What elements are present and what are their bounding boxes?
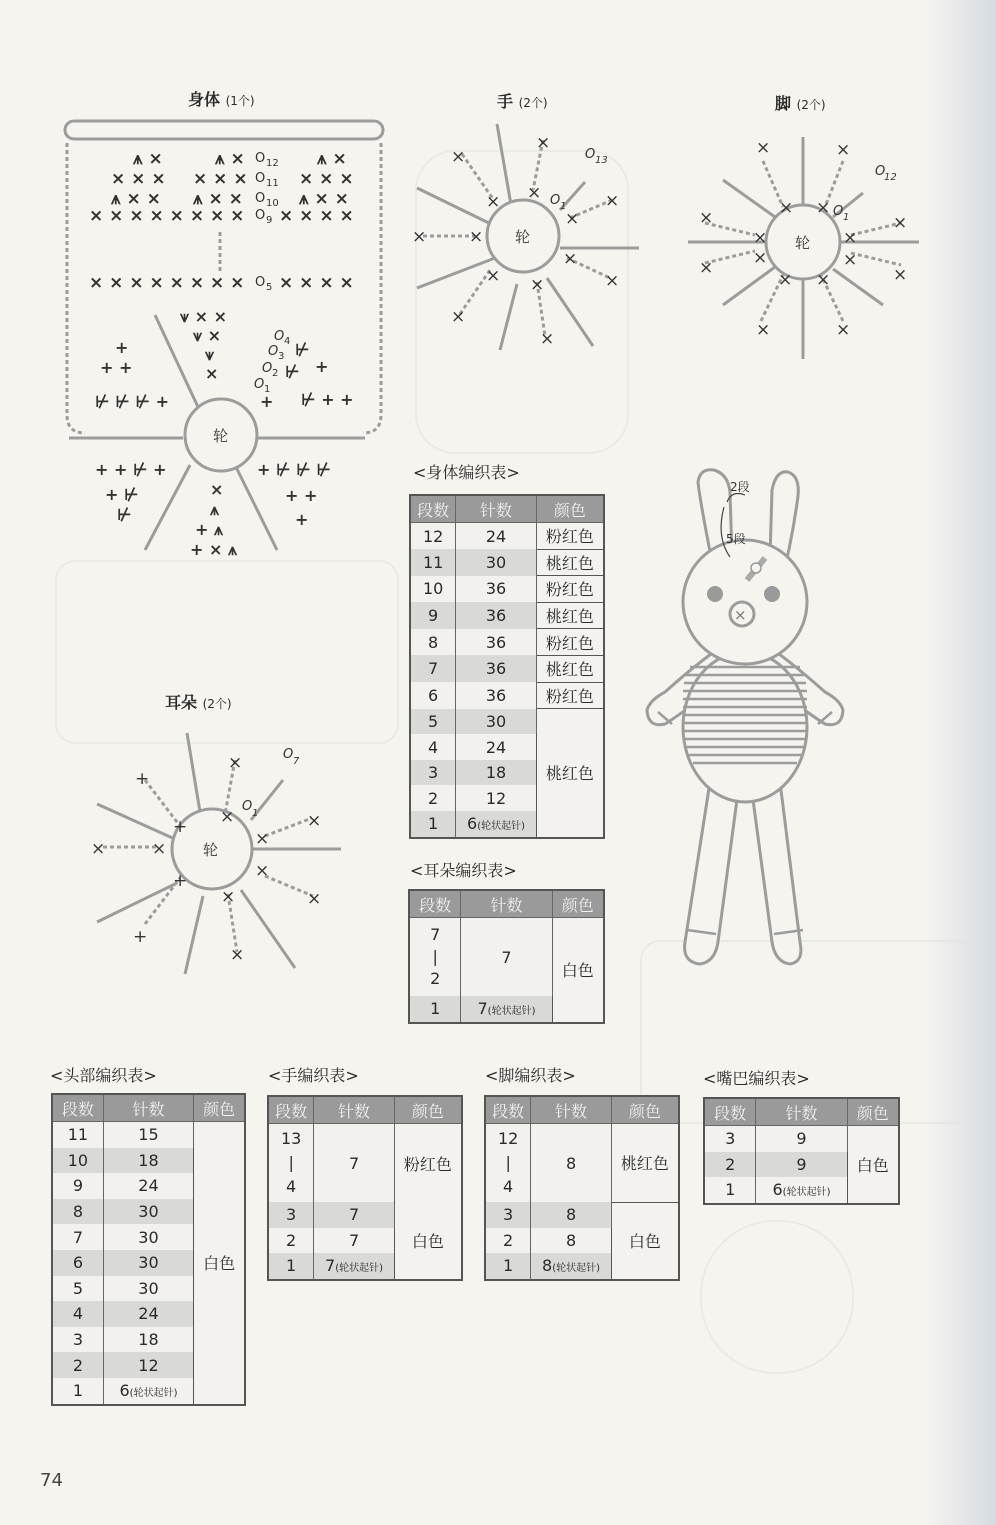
mouth-knit-table: 段数 针数 颜色 3 9 白色 2 9 1 6(轮状起针) (703, 1097, 900, 1205)
svg-text:×: × (486, 266, 501, 286)
svg-text:×: × (605, 271, 620, 291)
svg-text:+: + (115, 338, 129, 357)
svg-text:+: + (135, 769, 150, 789)
svg-text:× × ×: × × × (111, 169, 166, 189)
count-text: (2个) (518, 96, 548, 110)
svg-text:×: × (843, 250, 858, 270)
head-knit-table: 段数 针数 颜色 11 15 白色 10 18 9 24 8 30 7 30 6 30 5 30 4 24 3 18 2 12 1 6(轮状起针) (51, 1093, 246, 1406)
svg-text:10: 10 (266, 198, 279, 209)
svg-text:⊬: ⊬ (295, 340, 310, 359)
svg-text:×: × (527, 183, 542, 203)
svg-text:+ ⩚: + ⩚ (195, 520, 224, 539)
svg-text:O: O (255, 275, 266, 290)
svg-text:×: × (412, 227, 427, 247)
hand-crochet-chart (405, 118, 665, 358)
svg-text:⩛: ⩛ (205, 345, 215, 364)
show-through-shape (55, 560, 399, 744)
title-text: 耳朵 (165, 693, 198, 712)
svg-text:+ + ⊬ +: + + ⊬ + (95, 460, 167, 479)
svg-text:O: O (255, 151, 266, 166)
svg-text:⩚ × ×: ⩚ × × (193, 189, 243, 209)
svg-text:×: × (756, 320, 771, 340)
svg-text:⩚ ×: ⩚ × (133, 149, 163, 169)
svg-text:+ × ⩚: + × ⩚ (190, 540, 237, 559)
svg-text:× × × ×: × × × × (279, 206, 354, 226)
svg-text:13: 13 (595, 155, 608, 166)
svg-text:O: O (585, 147, 596, 162)
table-row: 9 24 (52, 1173, 245, 1199)
hand-knit-table: 段数 针数 颜色 13 | 4 7 粉红色 3 7 白色 2 7 1 7(轮状起针) (267, 1095, 463, 1281)
svg-text:×: × (893, 265, 908, 285)
svg-text:×: × (843, 228, 858, 248)
svg-text:⊬: ⊬ (285, 362, 300, 381)
title-text: 手 (497, 92, 514, 111)
svg-text:×: × (451, 147, 466, 167)
svg-text:×: × (451, 307, 466, 327)
svg-text:+: + (295, 510, 309, 529)
ring-label: 轮 (515, 228, 531, 246)
svg-text:+: + (133, 927, 148, 947)
table-row: 4 24 (52, 1301, 245, 1327)
bunny-row-label-bottom: 5段 (726, 532, 746, 546)
table-row: 9 36 桃红色 (410, 602, 604, 629)
svg-text:⩚ × ×: ⩚ × × (111, 189, 161, 209)
svg-text:+ ⊬: + ⊬ (105, 485, 139, 504)
head-table-title: <头部编织表> (50, 1066, 157, 1085)
table-row: 1 6(轮状起针) (52, 1378, 245, 1405)
svg-text:×: × (220, 807, 235, 827)
table-row: 7 | 2 7 白色 (409, 918, 604, 997)
table-row: 2 9 (704, 1152, 899, 1178)
table-row: 4 24 (410, 734, 604, 760)
svg-text:O: O (255, 191, 266, 206)
svg-text:×: × (734, 606, 747, 624)
body-crochet-chart (55, 115, 395, 575)
svg-text:12: 12 (884, 172, 897, 183)
svg-text:×: × (563, 249, 578, 269)
show-through-shape (700, 1220, 854, 1374)
svg-text:3: 3 (278, 351, 285, 362)
svg-text:O: O (274, 329, 285, 344)
svg-text:1: 1 (264, 384, 271, 395)
svg-text:×: × (540, 329, 555, 349)
table-row: 10 18 (52, 1148, 245, 1174)
svg-text:×: × (255, 861, 270, 881)
svg-text:×: × (816, 198, 831, 218)
table-row: 3 8 白色 (485, 1202, 679, 1228)
svg-text:× × ×: × × × (193, 169, 248, 189)
table-row: 12 24 粉红色 (410, 523, 604, 550)
svg-text:×: × (605, 191, 620, 211)
ear-table-title: <耳朵编织表> (410, 861, 517, 880)
svg-text:×: × (779, 198, 794, 218)
foot-table-title: <脚编织表> (485, 1066, 576, 1085)
svg-text:×: × (836, 140, 851, 160)
table-row: 11 30 桃红色 (410, 549, 604, 576)
svg-text:⊬: ⊬ (117, 505, 132, 524)
svg-text:2: 2 (272, 368, 279, 379)
table-row: 2 8 (485, 1228, 679, 1254)
table-row: 1 6(轮状起针) (704, 1177, 899, 1204)
svg-text:12: 12 (266, 158, 279, 169)
table-row: 6 30 (52, 1250, 245, 1276)
ring-label: 轮 (795, 234, 811, 252)
ring-label: 轮 (213, 427, 229, 445)
svg-text:⊬ ⊬ ⊬ +: ⊬ ⊬ ⊬ + (95, 392, 169, 411)
count-text: (2个) (202, 697, 232, 711)
svg-text:×: × (486, 192, 501, 212)
svg-text:×: × (230, 945, 245, 965)
svg-text:×: × (753, 228, 768, 248)
svg-text:×: × (836, 320, 851, 340)
svg-text:×: × (469, 227, 484, 247)
table-row: 3 18 (52, 1327, 245, 1353)
svg-text:×: × (778, 270, 793, 290)
table-row: 6 36 粉红色 (410, 682, 604, 709)
svg-text:+: + (173, 871, 188, 891)
count-text: (2个) (796, 98, 826, 112)
table-row: 2 12 (410, 785, 604, 811)
svg-text:⊬ + +: ⊬ + + (301, 390, 354, 409)
svg-text:9: 9 (266, 215, 273, 226)
svg-text:×: × (205, 364, 219, 383)
svg-text:11: 11 (266, 178, 279, 189)
svg-text:O: O (283, 747, 294, 762)
svg-text:O: O (550, 193, 561, 208)
table-row: 1 6(轮状起针) (410, 811, 604, 838)
svg-text:×: × (307, 889, 322, 909)
table-row: 3 18 (410, 760, 604, 786)
table-row: 12 | 4 8 桃红色 (485, 1124, 679, 1203)
svg-text:4: 4 (284, 336, 291, 347)
table-row: 8 30 (52, 1199, 245, 1225)
ear-knit-table: 段数 针数 颜色 7 | 2 7 白色 1 7(轮状起针) (408, 889, 605, 1024)
svg-text:×: × (893, 213, 908, 233)
stitch-symbols (89, 149, 354, 293)
table-row: 10 36 粉红色 (410, 576, 604, 603)
svg-text:⩛ ×: ⩛ × (193, 326, 222, 345)
page-gutter-shadow (926, 0, 996, 1525)
title-text: 身体 (188, 90, 221, 109)
table-row: 8 36 粉红色 (410, 629, 604, 656)
table-row: 11 15 白色 (52, 1122, 245, 1148)
svg-text:1: 1 (252, 808, 259, 819)
page-number: 74 (40, 1470, 63, 1491)
svg-text:O: O (242, 799, 253, 814)
svg-text:+ +: + + (100, 358, 133, 377)
svg-text:× × × ×: × × × × (279, 273, 354, 293)
svg-text:×: × (699, 258, 714, 278)
svg-text:× × × × × × × ×: × × × × × × × × (89, 273, 245, 293)
svg-text:1: 1 (843, 212, 850, 223)
ear-diagram-title (165, 690, 232, 713)
svg-text:×: × (530, 275, 545, 295)
svg-text:⩛ × ×: ⩛ × × (180, 307, 227, 326)
svg-text:+: + (173, 817, 188, 837)
hand-diagram-title (497, 89, 548, 112)
svg-text:×: × (816, 270, 831, 290)
svg-text:×: × (152, 839, 167, 859)
table-row: 1 8(轮状起针) (485, 1253, 679, 1280)
svg-text:× × × × × × × ×: × × × × × × × × (89, 206, 245, 226)
title-text: 脚 (775, 94, 792, 113)
body-knit-table: 段数 针数 颜色 12 24 粉红色 11 30 桃红色 10 36 粉红色 9 36 桃红色 8 36 粉红色 7 36 桃红色 6 36 粉红色 5 30 桃红色 4 24 3 18 2 12 1 6(轮状起针) (409, 494, 605, 839)
svg-text:×: × (255, 829, 270, 849)
svg-text:+: + (315, 357, 329, 376)
foot-knit-table: 段数 针数 颜色 12 | 4 8 桃红色 3 8 白色 2 8 1 8(轮状起针) (484, 1095, 680, 1281)
table-row: 7 30 (52, 1224, 245, 1250)
svg-text:+ ⊬ ⊬ ⊬: + ⊬ ⊬ ⊬ (257, 460, 331, 479)
svg-text:+: + (260, 392, 274, 411)
svg-text:O: O (268, 344, 279, 359)
svg-text:×: × (221, 887, 236, 907)
table-row: 3 7 白色 (268, 1202, 462, 1228)
foot-crochet-chart (683, 125, 933, 365)
svg-text:O: O (254, 377, 265, 392)
svg-text:⩚ ×: ⩚ × (317, 149, 347, 169)
table-row: 7 36 桃红色 (410, 655, 604, 682)
bunny-illustration (620, 462, 870, 992)
svg-text:O: O (262, 361, 273, 376)
svg-text:7: 7 (293, 756, 300, 767)
svg-text:×: × (756, 138, 771, 158)
svg-text:1: 1 (560, 201, 567, 212)
svg-text:×: × (91, 839, 106, 859)
table-row: 13 | 4 7 粉红色 (268, 1124, 462, 1203)
svg-text:O: O (875, 164, 886, 179)
svg-text:×: × (699, 208, 714, 228)
table-row: 5 30 桃红色 (410, 709, 604, 735)
svg-text:×: × (210, 480, 224, 499)
body-table-title: <身体编织表> (413, 463, 520, 482)
ring-label: 轮 (203, 841, 219, 859)
table-row: 2 7 (268, 1228, 462, 1254)
table-row: 1 7(轮状起针) (409, 996, 604, 1023)
svg-text:O: O (255, 171, 266, 186)
count-text: (1个) (225, 94, 255, 108)
svg-text:×: × (228, 753, 243, 773)
table-row: 3 9 白色 (704, 1126, 899, 1152)
svg-text:+ +: + + (285, 486, 318, 505)
foot-diagram-title (775, 91, 826, 114)
svg-text:⩚: ⩚ (210, 500, 220, 519)
svg-text:5: 5 (266, 282, 273, 293)
hand-table-title: <手编织表> (268, 1066, 359, 1085)
table-row: 2 12 (52, 1352, 245, 1378)
svg-text:×: × (536, 133, 551, 153)
svg-text:⩚ × ×: ⩚ × × (299, 189, 349, 209)
mouth-table-title: <嘴巴编织表> (703, 1069, 810, 1088)
ear-crochet-chart (85, 728, 355, 978)
table-row: 5 30 (52, 1276, 245, 1302)
svg-text:O: O (255, 208, 266, 223)
svg-text:⩚ ×: ⩚ × (215, 149, 245, 169)
table-row: 1 7(轮状起针) (268, 1253, 462, 1280)
svg-text:× × ×: × × × (299, 169, 354, 189)
svg-text:×: × (753, 248, 768, 268)
body-diagram-title (188, 87, 255, 110)
bunny-row-label-top: 2段 (730, 480, 750, 494)
svg-text:O: O (833, 204, 844, 219)
svg-text:×: × (565, 209, 580, 229)
svg-text:×: × (307, 811, 322, 831)
